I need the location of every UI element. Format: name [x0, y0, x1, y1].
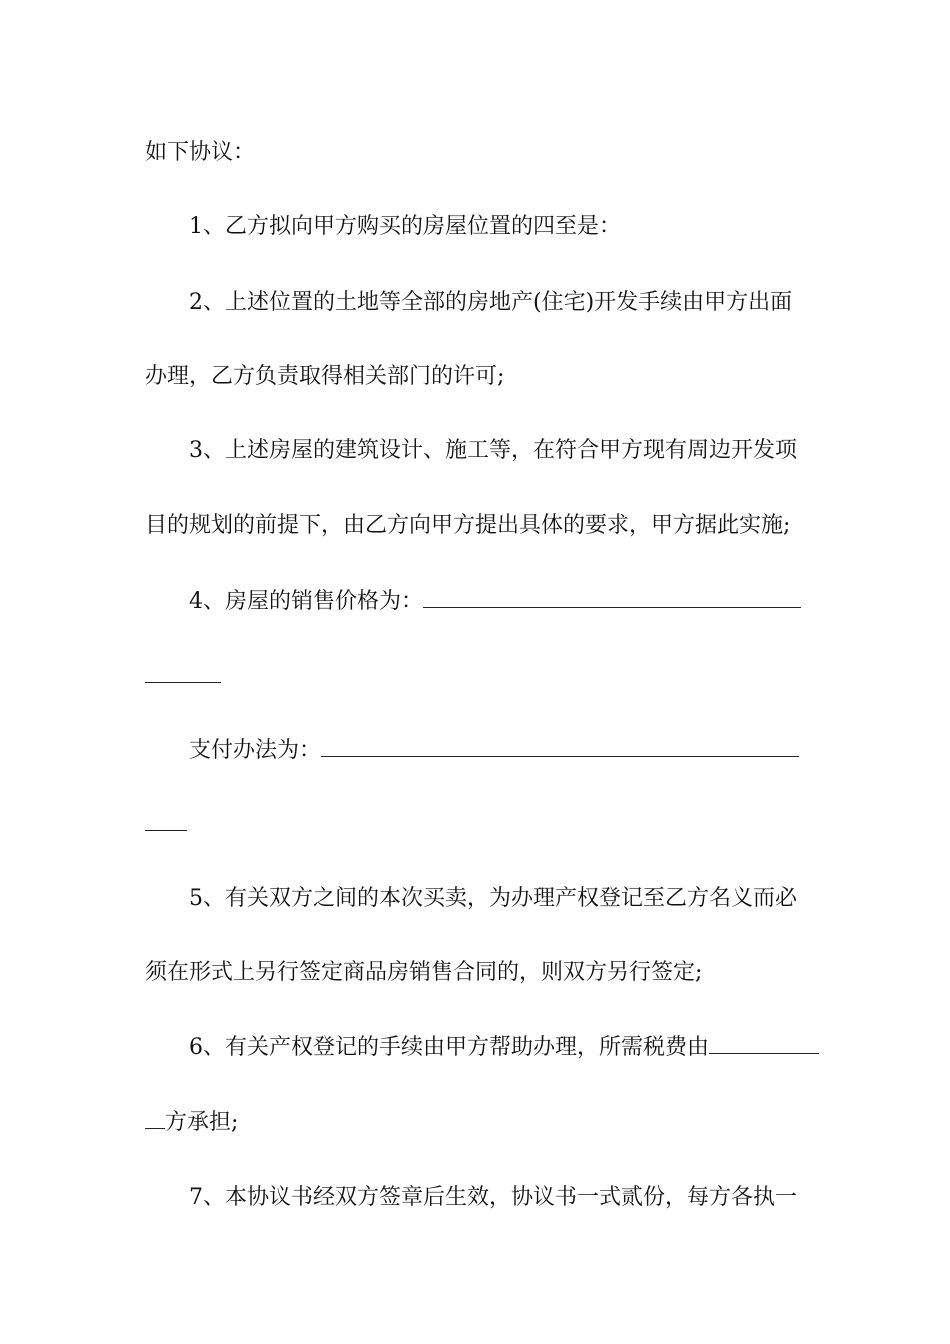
clause-4-blank-continued [145, 662, 825, 692]
clause-7: 7、本协议书经双方签章后生效，协议书一式贰份，每方各执一 [189, 1185, 797, 1210]
clause-4-text: 4、房屋的销售价格为： [189, 589, 423, 614]
payment-method-text: 支付办法为： [189, 738, 322, 763]
clause-6-text: 6、有关产权登记的手续由甲方帮助办理，所需税费由 [189, 1035, 709, 1060]
tax-party-blank [709, 1033, 819, 1054]
tax-party-blank-continued [145, 1108, 165, 1129]
clause-6-tail: 方承担; [165, 1110, 239, 1135]
clause-3: 3、上述房屋的建筑设计、施工等，在符合甲方现有周边开发项 [189, 438, 797, 463]
clause-2: 2、上述位置的土地等全部的房地产(住宅)开发手续由甲方出面 [189, 290, 793, 315]
payment-blank [321, 736, 799, 757]
clause-1: 1、乙方拟向甲方购买的房屋位置的四至是： [189, 214, 621, 239]
clause-6-continued [145, 1108, 825, 1138]
price-blank [423, 587, 801, 608]
clause-5-continued: 须在形式上另行签定商品房销售合同的，则双方另行签定; [145, 960, 703, 985]
payment-blank-line [145, 810, 825, 840]
price-blank-continued [145, 662, 221, 683]
clause-5: 5、有关双方之间的本次买卖，为办理产权登记至乙方名义而必 [189, 886, 797, 911]
clause-4 [189, 587, 869, 617]
text-line-intro: 如下协议： [145, 140, 256, 165]
payment-blank-continued [145, 810, 187, 831]
clause-6 [189, 1033, 869, 1063]
payment-method [189, 736, 869, 766]
clause-3-continued: 目的规划的前提下，由乙方向甲方提出具体的要求，甲方据此实施; [145, 513, 791, 538]
clause-2-continued: 办理，乙方负责取得相关部门的许可; [145, 364, 505, 389]
